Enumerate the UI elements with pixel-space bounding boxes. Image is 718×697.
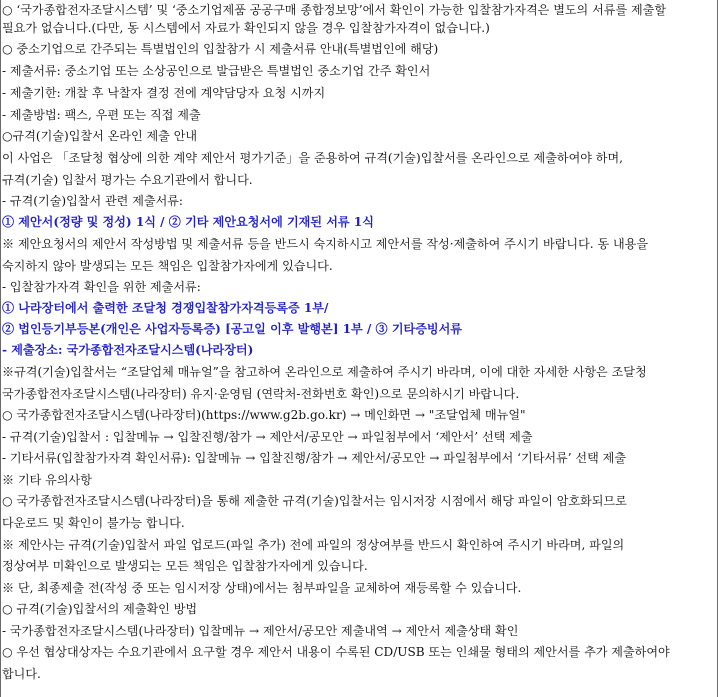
text-line-13: 숙지하지 않아 발생되는 모든 책임은 입찰참가자에게 있습니다. xyxy=(2,259,333,273)
text-line-28: ※ 단, 최종제출 전(작성 중 또는 임시저장 상태)에서는 첨부파일을 교체하여 재등록할 수 있습니다. xyxy=(2,581,522,595)
text-line-5: - 제출기한: 개찰 후 낙찰자 결정 전에 계약담당자 요청 시까지 xyxy=(2,86,326,100)
qualification-document-line-2: ② 법인등기부등본(개인은 사업자등록증) [공고일 이후 발행본] 1부 / ③ 기타증빙서류 xyxy=(2,322,462,336)
text-line-7: ○규격(기술)입찰서 온라인 제출 안내 xyxy=(2,129,198,143)
submission-place-line: - 제출장소: 국가종합전자조달시스템(나라장터) xyxy=(2,343,254,357)
text-line-27: 정상여부 미확인으로 발생되는 모든 책임은 입찰참가자에게 있습니다. xyxy=(2,559,368,573)
text-line-3: ○ 중소기업으로 간주되는 특별법인의 입찰참가 시 제출서류 안내(특별법인에 해당) xyxy=(2,42,439,56)
text-line-2: 필요가 없습니다.(다만, 동 시스템에서 자료가 확인되지 않을 경우 입찰참가자격이 없습니다.) xyxy=(2,21,490,35)
text-line-30: - 국가종합전자조달시스템(나라장터) 입찰메뉴 → 제안서/공모안 제출내역 → 제안서 제출상태 확인 xyxy=(2,624,519,638)
text-line-4: - 제출서류: 중소기업 또는 소상공인으로 발급받은 특별법인 중소기업 간주 확인서 xyxy=(2,64,431,78)
text-line-12: ※ 제안요청서의 제안서 작성방법 및 제출서류 등을 반드시 숙지하시고 제안서를 작성·제출하여 주시기 바랍니다. 동 내용을 xyxy=(2,237,649,251)
text-line-22: - 기타서류(입찰참가자격 확인서류): 입찰메뉴 → 입찰진행/참가 → 제안서/공모안 → 파일첨부에서 ‘기타서류’ 선택 제출 xyxy=(2,451,626,465)
text-line-10: - 규격(기술)입찰서 관련 제출서류: xyxy=(2,194,184,208)
text-line-25: 다운로드 및 확인이 불가능 합니다. xyxy=(2,516,185,530)
text-line-6: - 제출방법: 팩스, 우편 또는 직접 제출 xyxy=(2,108,201,122)
text-line-1: ○ ‘국가종합전자조달시스템’ 및 ‘중소기업제품 공공구매 종합정보망’에서 확인이 가능한 입찰참가자격은 별도의 서류를 제출할 xyxy=(2,3,667,17)
text-line-18: ※규격(기술)입찰서는 “조달업체 매뉴얼”을 참고하여 온라인으로 제출하여 주시기 바라며, 이에 대한 자세한 사항은 조달청 xyxy=(2,365,647,379)
text-line-32: 합니다. xyxy=(2,667,41,681)
text-line-21: - 규격(기술)입찰서 : 입찰메뉴 → 입찰진행/참가 → 제안서/공모안 → 파일첨부에서 ‘제안서’ 선택 제출 xyxy=(2,430,533,444)
qualification-document-line-1: ① 나라장터에서 출력한 조달청 경쟁입찰참가자격등록증 1부/ xyxy=(2,301,329,315)
text-line-9: 규격(기술) 입찰서 평가는 수요기관에서 합니다. xyxy=(2,173,253,187)
text-line-8: 이 사업은 「조달청 협상에 의한 계약 제안서 평가기준」을 준용하여 규격(기술)입찰서를 온라인으로 제출하여야 하며, xyxy=(2,151,623,165)
text-line-19: 국가종합전자조달시스템(나라장터) 유지·운영팀 (연락처-전화번호 확인)으로 문의하시기 바랍니다. xyxy=(2,387,520,401)
text-line-31: ○ 우선 협상대상자는 수요기관에서 요구할 경우 제안서 내용이 수록된 CD/USB 또는 인쇄물 형태의 제안서를 추가 제출하여야 xyxy=(2,645,670,659)
text-line-24: ○ 국가종합전자조달시스템(나라장터)을 통해 제출한 규격(기술)입찰서는 임시저장 시점에서 해당 파일이 암호화되므로 xyxy=(2,494,627,508)
text-line-14: - 입찰참가자격 확인을 위한 제출서류: xyxy=(2,280,201,294)
text-line-20: ○ 국가종합전자조달시스템(나라장터)(https://www.g2b.go.kr) → 메인화면 → "조달업체 매뉴얼" xyxy=(2,408,526,422)
text-line-29: ○ 규격(기술)입찰서의 제출확인 방법 xyxy=(2,602,198,616)
text-line-26: ※ 제안사는 규격(기술)입찰서 파일 업로드(파일 추가) 전에 파일의 정상여부를 반드시 확인하여 주시기 바라며, 파일의 xyxy=(2,538,625,552)
text-line-23: ※ 기타 유의사항 xyxy=(2,473,92,487)
proposal-documents-line: ① 제안서(정량 및 정성) 1식 / ② 기타 제안요청서에 기재된 서류 1식 xyxy=(2,215,374,229)
